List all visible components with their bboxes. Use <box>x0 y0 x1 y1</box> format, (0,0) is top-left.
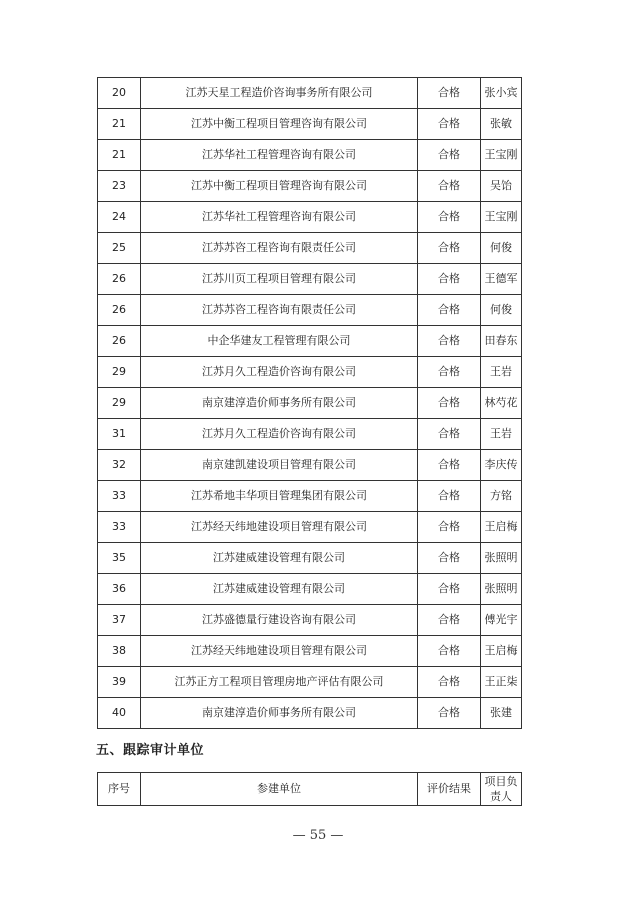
row-lead: 王启梅 <box>481 512 522 543</box>
table-header-row <box>98 773 522 806</box>
row-number: 24 <box>98 202 141 233</box>
row-lead: 张建 <box>481 698 522 729</box>
table-row <box>98 605 522 636</box>
table-row <box>98 419 522 450</box>
row-result: 合格 <box>418 512 481 543</box>
row-unit: 江苏月久工程造价咨询有限公司 <box>141 357 418 388</box>
row-unit: 南京建淳造价师事务所有限公司 <box>141 698 418 729</box>
row-number: 35 <box>98 543 141 574</box>
row-lead: 王宝刚 <box>481 202 522 233</box>
row-unit: 江苏华社工程管理咨询有限公司 <box>141 140 418 171</box>
row-result: 合格 <box>418 636 481 667</box>
evaluation-table <box>97 77 522 729</box>
row-lead: 李庆传 <box>481 450 522 481</box>
row-result: 合格 <box>418 481 481 512</box>
row-unit: 江苏建威建设管理有限公司 <box>141 574 418 605</box>
row-lead: 林芍花 <box>481 388 522 419</box>
row-result: 合格 <box>418 264 481 295</box>
row-unit: 江苏苏咨工程咨询有限责任公司 <box>141 233 418 264</box>
row-result: 合格 <box>418 140 481 171</box>
row-result: 合格 <box>418 233 481 264</box>
row-unit: 江苏苏咨工程咨询有限责任公司 <box>141 295 418 326</box>
row-unit: 南京建凯建设项目管理有限公司 <box>141 450 418 481</box>
page-number: — 55 — <box>292 828 344 843</box>
row-number: 31 <box>98 419 141 450</box>
row-number: 21 <box>98 140 141 171</box>
table-row <box>98 450 522 481</box>
row-lead: 吴饴 <box>481 171 522 202</box>
row-unit: 江苏川页工程项目管理有限公司 <box>141 264 418 295</box>
row-number: 40 <box>98 698 141 729</box>
row-number: 20 <box>98 78 141 109</box>
row-result: 合格 <box>418 295 481 326</box>
row-lead: 田春东 <box>481 326 522 357</box>
table-row <box>98 264 522 295</box>
table-row <box>98 109 522 140</box>
row-number: 36 <box>98 574 141 605</box>
table-row <box>98 636 522 667</box>
row-number: 25 <box>98 233 141 264</box>
row-unit: 江苏天星工程造价咨询事务所有限公司 <box>141 78 418 109</box>
row-unit: 江苏希地丰华项目管理集团有限公司 <box>141 481 418 512</box>
row-result: 合格 <box>418 202 481 233</box>
row-unit: 江苏建威建设管理有限公司 <box>141 543 418 574</box>
header-no: 序号 <box>98 773 141 806</box>
row-unit: 江苏中衡工程项目管理咨询有限公司 <box>141 171 418 202</box>
row-number: 21 <box>98 109 141 140</box>
row-unit: 江苏经天纬地建设项目管理有限公司 <box>141 636 418 667</box>
row-number: 39 <box>98 667 141 698</box>
row-result: 合格 <box>418 388 481 419</box>
row-number: 29 <box>98 357 141 388</box>
row-lead: 何俊 <box>481 295 522 326</box>
row-result: 合格 <box>418 605 481 636</box>
row-unit: 江苏中衡工程项目管理咨询有限公司 <box>141 109 418 140</box>
table-row <box>98 574 522 605</box>
row-unit: 中企华建友工程管理有限公司 <box>141 326 418 357</box>
row-number: 38 <box>98 636 141 667</box>
table-row <box>98 171 522 202</box>
row-lead: 张照明 <box>481 574 522 605</box>
row-lead: 王德军 <box>481 264 522 295</box>
row-number: 26 <box>98 326 141 357</box>
row-number: 26 <box>98 295 141 326</box>
table-row <box>98 357 522 388</box>
table-row <box>98 698 522 729</box>
row-result: 合格 <box>418 171 481 202</box>
row-result: 合格 <box>418 78 481 109</box>
row-lead: 何俊 <box>481 233 522 264</box>
row-result: 合格 <box>418 667 481 698</box>
evaluation-table-body <box>98 78 522 729</box>
table-row <box>98 140 522 171</box>
row-lead: 张敏 <box>481 109 522 140</box>
header-unit: 参建单位 <box>141 773 418 806</box>
row-lead: 傅光宇 <box>481 605 522 636</box>
row-number: 26 <box>98 264 141 295</box>
row-result: 合格 <box>418 574 481 605</box>
row-result: 合格 <box>418 419 481 450</box>
table-row <box>98 388 522 419</box>
table-row <box>98 512 522 543</box>
table-row <box>98 202 522 233</box>
row-number: 33 <box>98 512 141 543</box>
table-row <box>98 481 522 512</box>
section-heading: 五、跟踪审计单位 <box>96 743 205 758</box>
header-result: 评价结果 <box>418 773 481 806</box>
row-lead: 王岩 <box>481 357 522 388</box>
table-row <box>98 667 522 698</box>
row-unit: 江苏月久工程造价咨询有限公司 <box>141 419 418 450</box>
row-lead: 王正柒 <box>481 667 522 698</box>
table-row <box>98 233 522 264</box>
row-lead: 王宝刚 <box>481 140 522 171</box>
row-number: 37 <box>98 605 141 636</box>
table-row <box>98 295 522 326</box>
row-unit: 江苏盛德量行建设咨询有限公司 <box>141 605 418 636</box>
row-result: 合格 <box>418 357 481 388</box>
row-result: 合格 <box>418 450 481 481</box>
row-unit: 江苏正方工程项目管理房地产评估有限公司 <box>141 667 418 698</box>
row-number: 23 <box>98 171 141 202</box>
header-lead: 项目负责人 <box>481 773 522 806</box>
row-unit: 江苏经天纬地建设项目管理有限公司 <box>141 512 418 543</box>
row-unit: 南京建淳造价师事务所有限公司 <box>141 388 418 419</box>
row-unit: 江苏华社工程管理咨询有限公司 <box>141 202 418 233</box>
row-result: 合格 <box>418 109 481 140</box>
row-lead: 方铭 <box>481 481 522 512</box>
table-row <box>98 78 522 109</box>
row-number: 29 <box>98 388 141 419</box>
row-lead: 王岩 <box>481 419 522 450</box>
row-number: 32 <box>98 450 141 481</box>
row-lead: 王启梅 <box>481 636 522 667</box>
row-result: 合格 <box>418 698 481 729</box>
row-result: 合格 <box>418 326 481 357</box>
row-lead: 张小宾 <box>481 78 522 109</box>
row-lead: 张照明 <box>481 543 522 574</box>
row-result: 合格 <box>418 543 481 574</box>
table-row <box>98 326 522 357</box>
table-row <box>98 543 522 574</box>
row-number: 33 <box>98 481 141 512</box>
tracking-audit-table <box>97 772 522 806</box>
